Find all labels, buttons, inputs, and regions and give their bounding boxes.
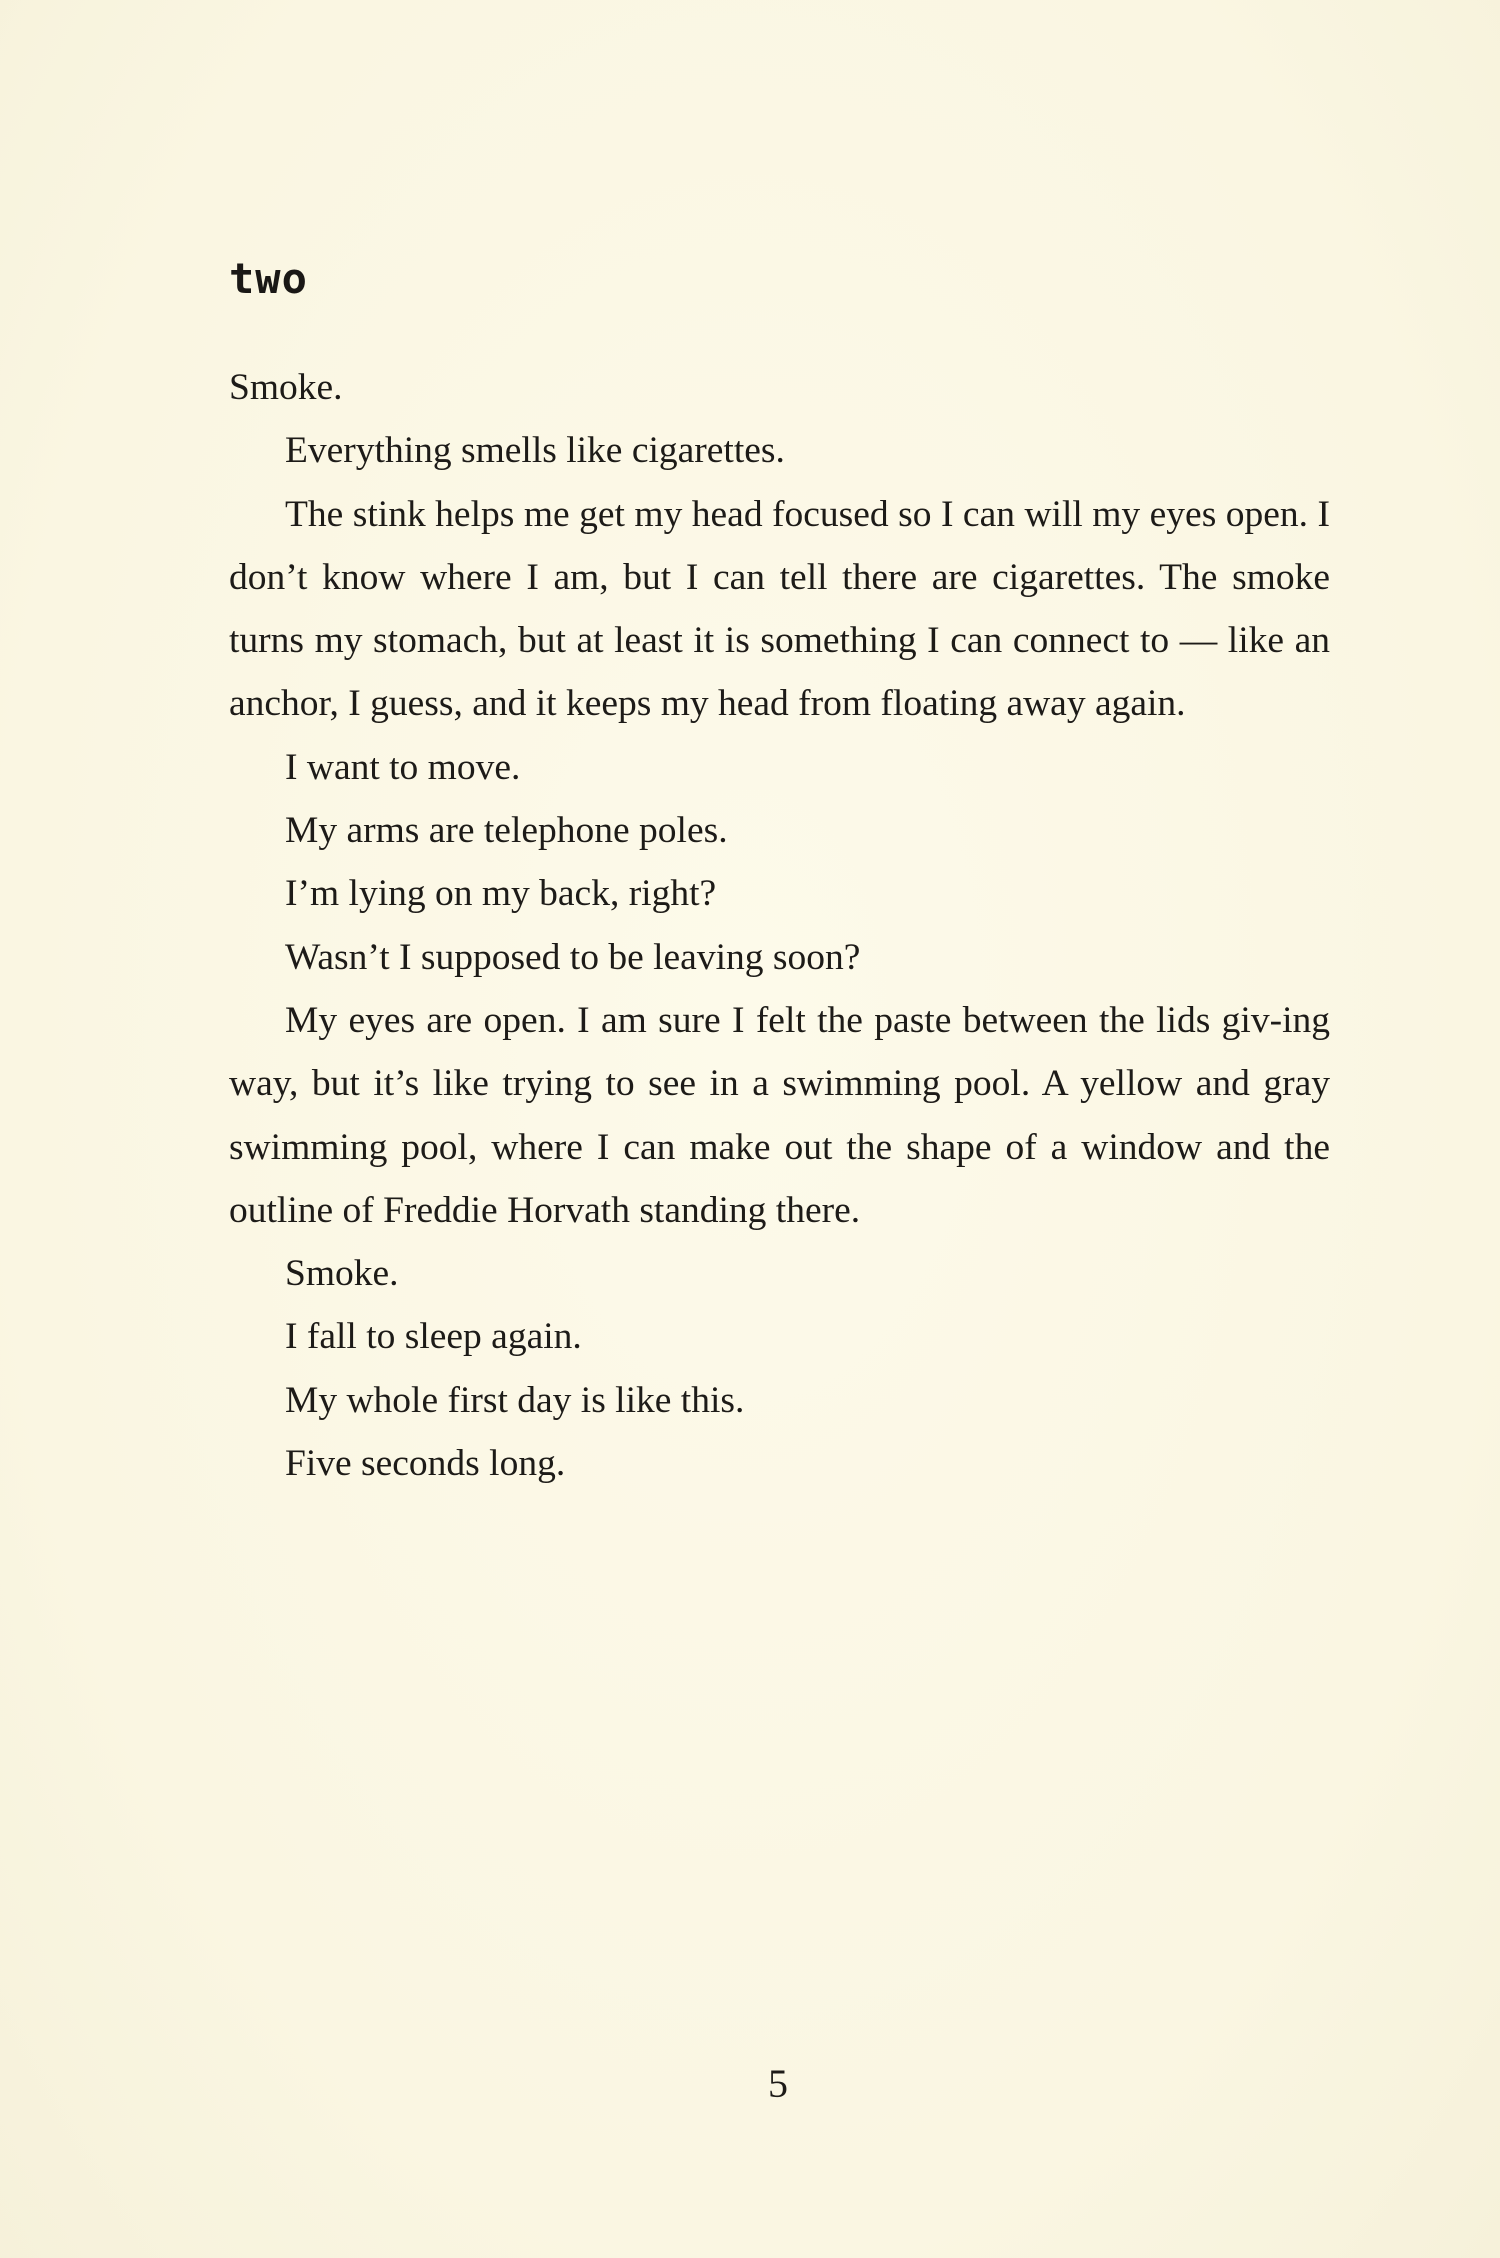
paragraph: Smoke. [229,367,343,408]
paragraph: Smoke. [285,1253,399,1295]
page-number: 5 [768,2061,788,2106]
paragraph: Wasn’t I supposed to be leaving soon? [285,936,861,978]
paragraph: My eyes are open. I am sure I felt the paste between the lids giv-ing way, but it’s like trying to see in a swimming pool. A yellow and gray swimming pool, where I can make out the shape of a window and the outline of Freddie Horvath standing there. [229,999,1330,1231]
paragraph: My arms are telephone poles. [285,810,728,852]
paragraph: I want to move. [285,746,521,788]
paragraph: I fall to sleep again. [285,1316,582,1358]
paragraph: Everything smells like cigarettes. [285,430,785,472]
chapter-title: two [229,254,308,303]
paragraph: My whole first day is like this. [285,1379,745,1421]
paragraph: I’m lying on my back, right? [285,873,717,915]
chapter-text [229,356,1330,1495]
paragraph: Five seconds long. [285,1443,566,1485]
paragraph: The stink helps me get my head focused so I can will my eyes open. I don’t know where I am, but I can tell there are cigarettes. The smoke turns my stomach, but at least it is something I can connect to — like an anchor, I guess, and it keeps my head from floating away again. [229,493,1330,725]
